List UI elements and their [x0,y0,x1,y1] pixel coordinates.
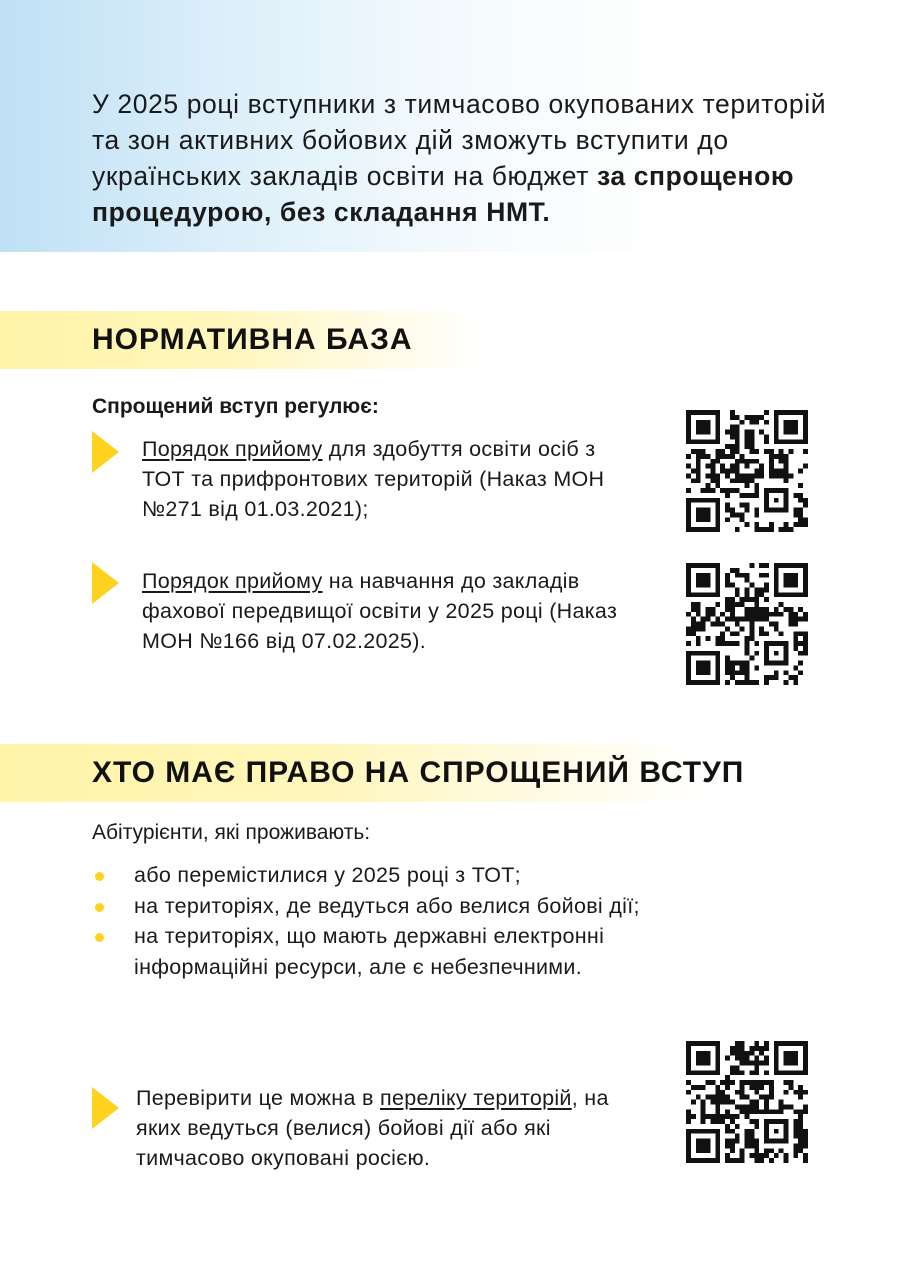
list-item: на територіях, де ведуться або велися бойові дії; [92,891,652,922]
eligibility-lead: Абітурієнти, які проживають: [92,821,371,844]
section-title-eligibility: ХТО МАЄ ПРАВО НА СПРОЩЕНИЙ ВСТУП [92,756,745,789]
arrow-icon [92,431,119,473]
intro-bold-text: за спрощеною процедурою, без складання НМТ. [92,161,795,227]
normative-item-1-text: для здобуття освіти осіб з ТОТ та прифронтових територій (Наказ МОН №271 від 01.03.2021); [142,437,605,521]
intro-paragraph [92,86,832,230]
normative-item-1 [142,434,622,524]
order-link-2[interactable]: Порядок прийому [142,569,323,593]
normative-lead: Спрощений вступ регулює: [92,395,379,418]
arrow-icon [92,1087,119,1129]
normative-item-2 [142,566,622,656]
section-band-normative [0,311,620,369]
check-paragraph: Перевірити це можна в переліку територій, на яких ведуться (велися) бойові дії або які тимчасово окуповані росією. [136,1086,609,1170]
qr-code-icon[interactable] [686,563,808,685]
qr-code-icon[interactable] [686,410,808,532]
intro-text: У 2025 році вступники з тимчасово окупованих територій та зон активних бойових дій зможуть вступити до українських закладів освіти на бюджет [92,89,827,191]
eligibility-list [92,860,652,982]
territories-list-link[interactable]: переліку територій [380,1086,572,1110]
section-band-eligibility [0,744,902,802]
arrow-icon [92,562,119,604]
bullet-icon [95,872,104,881]
list-item: або перемістилися у 2025 році з ТОТ; [92,860,652,891]
section-title-normative: НОРМАТИВНА БАЗА [92,323,413,356]
normative-item-2-text: на навчання до закладів фахової передвищої освіти у 2025 році (Наказ МОН №166 від 07.02.2025). [142,569,618,653]
bullet-icon [95,903,104,912]
order-link-1[interactable]: Порядок прийому [142,437,323,461]
qr-code-icon[interactable] [686,1041,808,1163]
list-item: на територіях, що мають державні електронні інформаційні ресурси, але є небезпечними. [92,921,652,982]
bullet-icon [95,933,104,942]
